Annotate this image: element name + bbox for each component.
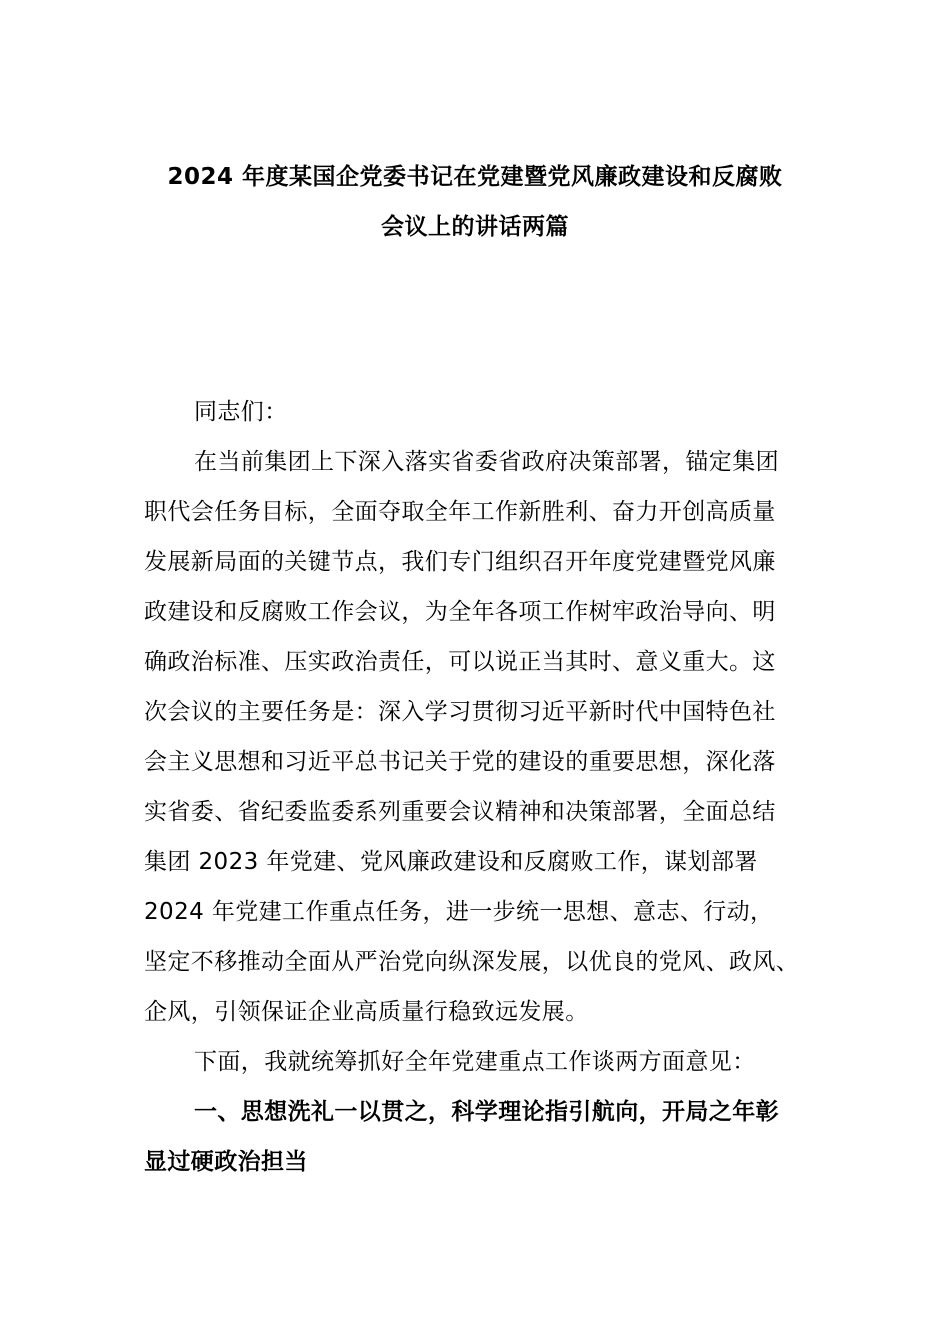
section-heading-1-line-2: 显过硬政治担当 (144, 1149, 308, 1175)
section-heading-1-line-1: 一、思想洗礼一以贯之，科学理论指引航向，开局之年彰 (194, 1099, 779, 1125)
paragraph-1-line: 坚定不移推动全面从严治党向纵深发展，以优良的党风、政风、 (144, 949, 800, 975)
paragraph-1-line: 实省委、省纪委监委系列重要会议精神和决策部署，全面总结 (144, 799, 776, 825)
paragraph-1-line: 确政治标准、压实政治责任，可以说正当其时、意义重大。这 (144, 649, 776, 675)
paragraph-1-line: 政建设和反腐败工作会议，为全年各项工作树牢政治导向、明 (144, 599, 776, 625)
document-title-line-2: 会议上的讲话两篇 (381, 214, 569, 240)
paragraph-1-line: 集团 2023 年党建、党风廉政建设和反腐败工作，谋划部署 (144, 849, 758, 875)
paragraph-1-line: 企风，引领保证企业高质量行稳致远发展。 (144, 999, 589, 1025)
paragraph-1-line: 在当前集团上下深入落实省委省政府决策部署，锚定集团 (194, 449, 779, 475)
paragraph-1-line: 2024 年党建工作重点任务，进一步统一思想、意志、行动， (144, 899, 774, 925)
salutation: 同志们： (194, 399, 288, 425)
paragraph-2: 下面，我就统筹抓好全年党建重点工作谈两方面意见： (194, 1049, 756, 1075)
document-title-line-1: 2024 年度某国企党委书记在党建暨党风廉政建设和反腐败 (167, 164, 783, 190)
paragraph-1-line: 会主义思想和习近平总书记关于党的建设的重要思想，深化落 (144, 749, 776, 775)
paragraph-1-line: 发展新局面的关键节点，我们专门组织召开年度党建暨党风廉 (144, 549, 776, 575)
paragraph-1-line: 次会议的主要任务是：深入学习贯彻习近平新时代中国特色社 (144, 699, 776, 725)
paragraph-1-line: 职代会任务目标，全面夺取全年工作新胜利、奋力开创高质量 (144, 499, 776, 525)
